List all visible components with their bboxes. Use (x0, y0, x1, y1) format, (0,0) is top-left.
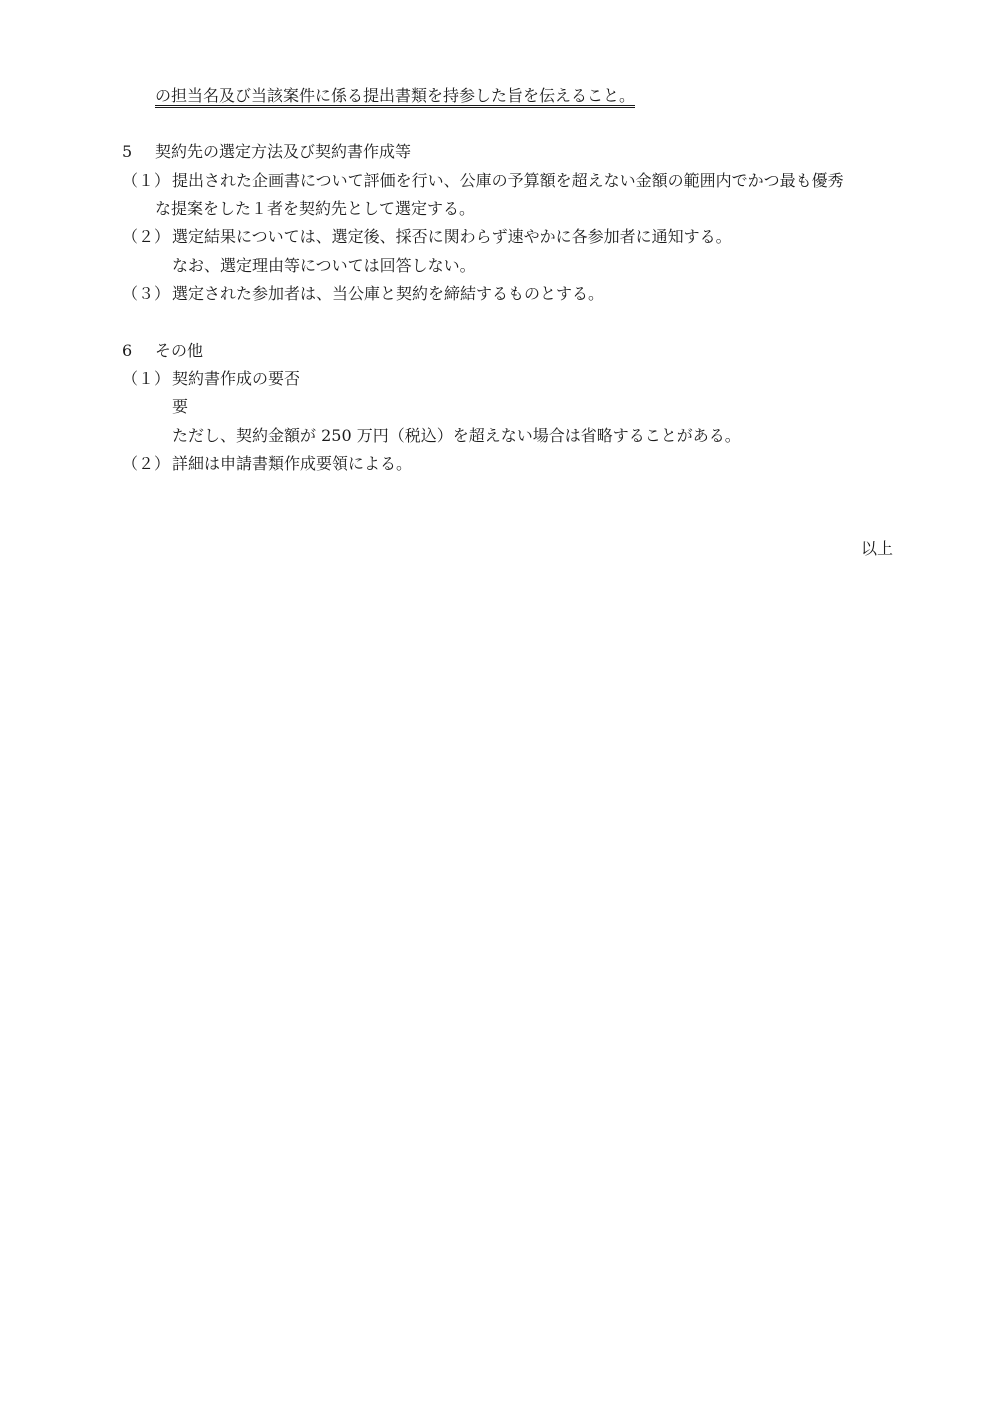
section-5-item-1-continuation (155, 199, 475, 219)
item-text: 選定された参加者は、当公庫と契約を締結するものとする。 (172, 284, 605, 303)
section-5-item-3 (122, 284, 604, 304)
section-6-item-2 (122, 454, 412, 474)
item-marker: （２） (122, 227, 171, 246)
closing-text (861, 539, 893, 559)
continuation-text: の担当名及び当該案件に係る提出書類を持参した旨を伝えること。 (155, 86, 635, 108)
section-6-item-1-answer (172, 397, 188, 417)
item-text: 契約書作成の要否 (172, 369, 301, 388)
item-text: 要 (172, 397, 189, 416)
item-marker: （３） (122, 284, 171, 303)
item-text: な提案をした１者を契約先として選定する。 (155, 199, 476, 218)
continuation-text-line (155, 86, 635, 106)
section-6-heading (122, 341, 203, 361)
item-marker: （１） (122, 369, 171, 388)
item-text: なお、選定理由等については回答しない。 (172, 256, 476, 275)
closing-label: 以上 (861, 539, 894, 558)
section-5-item-2-note (172, 256, 476, 276)
section-6-item-1-note (172, 426, 741, 446)
item-text: 選定結果については、選定後、採否に関わらず速やかに各参加者に通知する。 (172, 227, 732, 246)
item-text: 詳細は申請書類作成要領による。 (172, 454, 413, 473)
item-text: 提出された企画書について評価を行い、公庫の予算額を超えない金額の範囲内でかつ最も優秀 (172, 171, 844, 190)
section-6-title: その他 (155, 341, 204, 360)
section-5-number: 5 (122, 142, 133, 161)
item-text: ただし、契約金額が 250 万円（税込）を超えない場合は省略することがある。 (172, 426, 741, 445)
section-5-title: 契約先の選定方法及び契約書作成等 (155, 142, 412, 161)
section-5-heading (122, 142, 411, 162)
item-marker: （１） (122, 171, 171, 190)
section-6-item-1 (122, 369, 300, 389)
item-marker: （２） (122, 454, 171, 473)
section-6-number: 6 (122, 341, 133, 360)
section-5-item-2 (122, 227, 732, 247)
section-5-item-1 (122, 171, 844, 191)
